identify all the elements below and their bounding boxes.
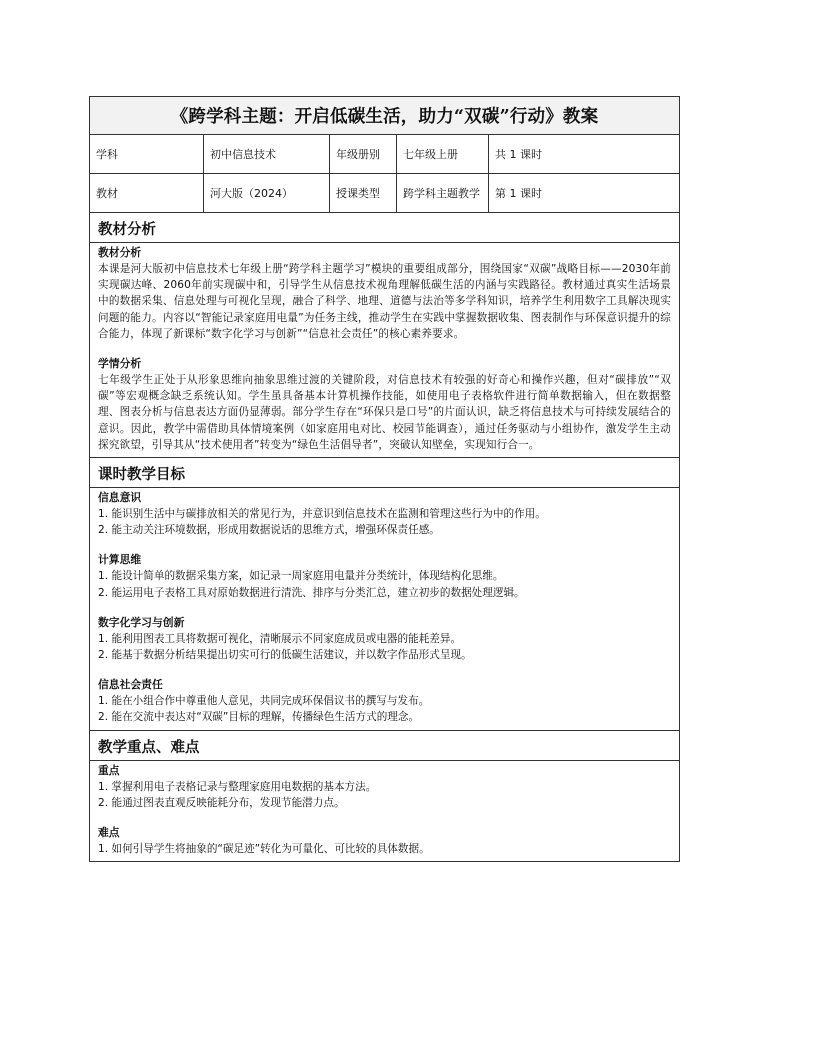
info-cell-grade-label: 年级册别: [330, 135, 397, 174]
info-cell-type-label: 授课类型: [330, 174, 397, 213]
section-body-goals: [90, 488, 680, 731]
list-item: 1. 能设计简单的数据采集方案，如记录一周家庭用电量并分类统计，体现结构化思维。: [98, 570, 504, 583]
list-item: 1. 能利用图表工具将数据可视化，清晰展示不同家庭成员或电器的能耗差异。: [98, 632, 462, 645]
subheading-learner-analysis: 学情分析: [98, 357, 142, 371]
list-item: 1. 能识别生活中与碳排放相关的常见行为，并意识到信息技术在监测和管理这些行为中的作用。: [98, 508, 546, 521]
info-cell-period: 第 1 课时: [489, 174, 680, 213]
subheading-goal: 信息社会责任: [98, 678, 163, 692]
info-cell-subject-value: 初中信息技术: [204, 135, 330, 174]
info-cell-grade-value: 七年级上册: [397, 135, 489, 174]
info-cell-type-value: 跨学科主题教学: [397, 174, 489, 213]
subheading-key-points: 重点: [98, 763, 120, 777]
info-cell-subject-label: 学科: [90, 135, 204, 174]
document-title: 《跨学科主题：开启低碳生活，助力“双碳”行动》教案: [90, 97, 680, 135]
subheading-textbook-analysis: 教材分析: [98, 246, 142, 259]
info-row: [90, 174, 680, 213]
lesson-plan-table: [89, 96, 680, 862]
section-heading-keypoints: 教学重点、难点: [90, 730, 680, 760]
subheading-difficulties: 难点: [98, 826, 120, 840]
info-row: [90, 135, 680, 174]
list-item: 2. 能基于数据分析结果提出切实可行的低碳生活建议，并以数字作品形式呈现。: [98, 649, 472, 662]
subheading-goal: 信息意识: [98, 491, 142, 505]
section-body-analysis: [90, 243, 680, 458]
section-heading-analysis: 教材分析: [90, 213, 680, 243]
list-item: 2. 能运用电子表格工具对原始数据进行清洗、排序与分类汇总，建立初步的数据处理逻辑。: [98, 586, 525, 599]
list-item: 1. 如何引导学生将抽象的“碳足迹”转化为可量化、可比较的具体数据。: [98, 843, 430, 856]
lesson-plan-document: [89, 96, 679, 862]
paragraph-learner-analysis: 七年级学生正处于从形象思维向抽象思维过渡的关键阶段，对信息技术有较强的好奇心和操作兴趣，但对“碳排放”“双碳”等宏观概念缺乏系统认知。学生虽具备基本计算机操作技能，如使用电子表格软件进行简单数据输入，但在数据整理、图表分析与信息表达方面仍显薄弱。部分学生存在“环保只是口号”的片面认识，缺乏将信息技术与可持续发展结合的意识。因此，教学中需借助具体情境案例（如家庭用电对比、校园节能调查），通过任务驱动与小组协作，激发学生主动探究欲望，引导其从“技术使用者”转变为“绿色生活倡导者”，突破认知壁垒，实现知行合一。: [98, 374, 672, 451]
list-item: 2. 能主动关注环境数据，形成用数据说话的思维方式，增强环保责任感。: [98, 524, 440, 537]
info-cell-hours: 共 1 课时: [489, 135, 680, 174]
paragraph-textbook-analysis: 本课是河大版初中信息技术七年级上册“跨学科主题学习”模块的重要组成部分，围绕国家“双碳”战略目标——2030年前实现碳达峰、2060年前实现碳中和，引导学生从信息技术视角理解低碳生活的内涵与实践路径。教材通过真实生活场景中的数据采集、信息处理与可视化呈现，融合了科学、地理、道德与法治等多学科知识，培养学生利用数字工具解决现实问题的能力。内容以“智能记录家庭用电量”为任务主线，推动学生在实践中掌握数据收集、图表制作与环保意识提升的综合能力，体现了新课标“数字化学习与创新”“信息社会责任”的核心素养要求。: [98, 263, 672, 340]
list-item: 1. 能在小组合作中尊重他人意见，共同完成环保倡议书的撰写与发布。: [98, 695, 430, 708]
section-body-keypoints: [90, 760, 680, 862]
list-item: 1. 掌握利用电子表格记录与整理家庭用电数据的基本方法。: [98, 780, 377, 793]
subheading-goal: 计算思维: [98, 553, 142, 567]
subheading-goal: 数字化学习与创新: [98, 615, 185, 629]
section-heading-goals: 课时教学目标: [90, 458, 680, 488]
info-cell-textbook-label: 教材: [90, 174, 204, 213]
list-item: 2. 能在交流中表达对“双碳”目标的理解，传播绿色生活方式的理念。: [98, 711, 420, 724]
info-cell-textbook-value: 河大版（2024）: [204, 174, 330, 213]
list-item: 2. 能通过图表直观反映能耗分布，发现节能潜力点。: [98, 796, 345, 809]
